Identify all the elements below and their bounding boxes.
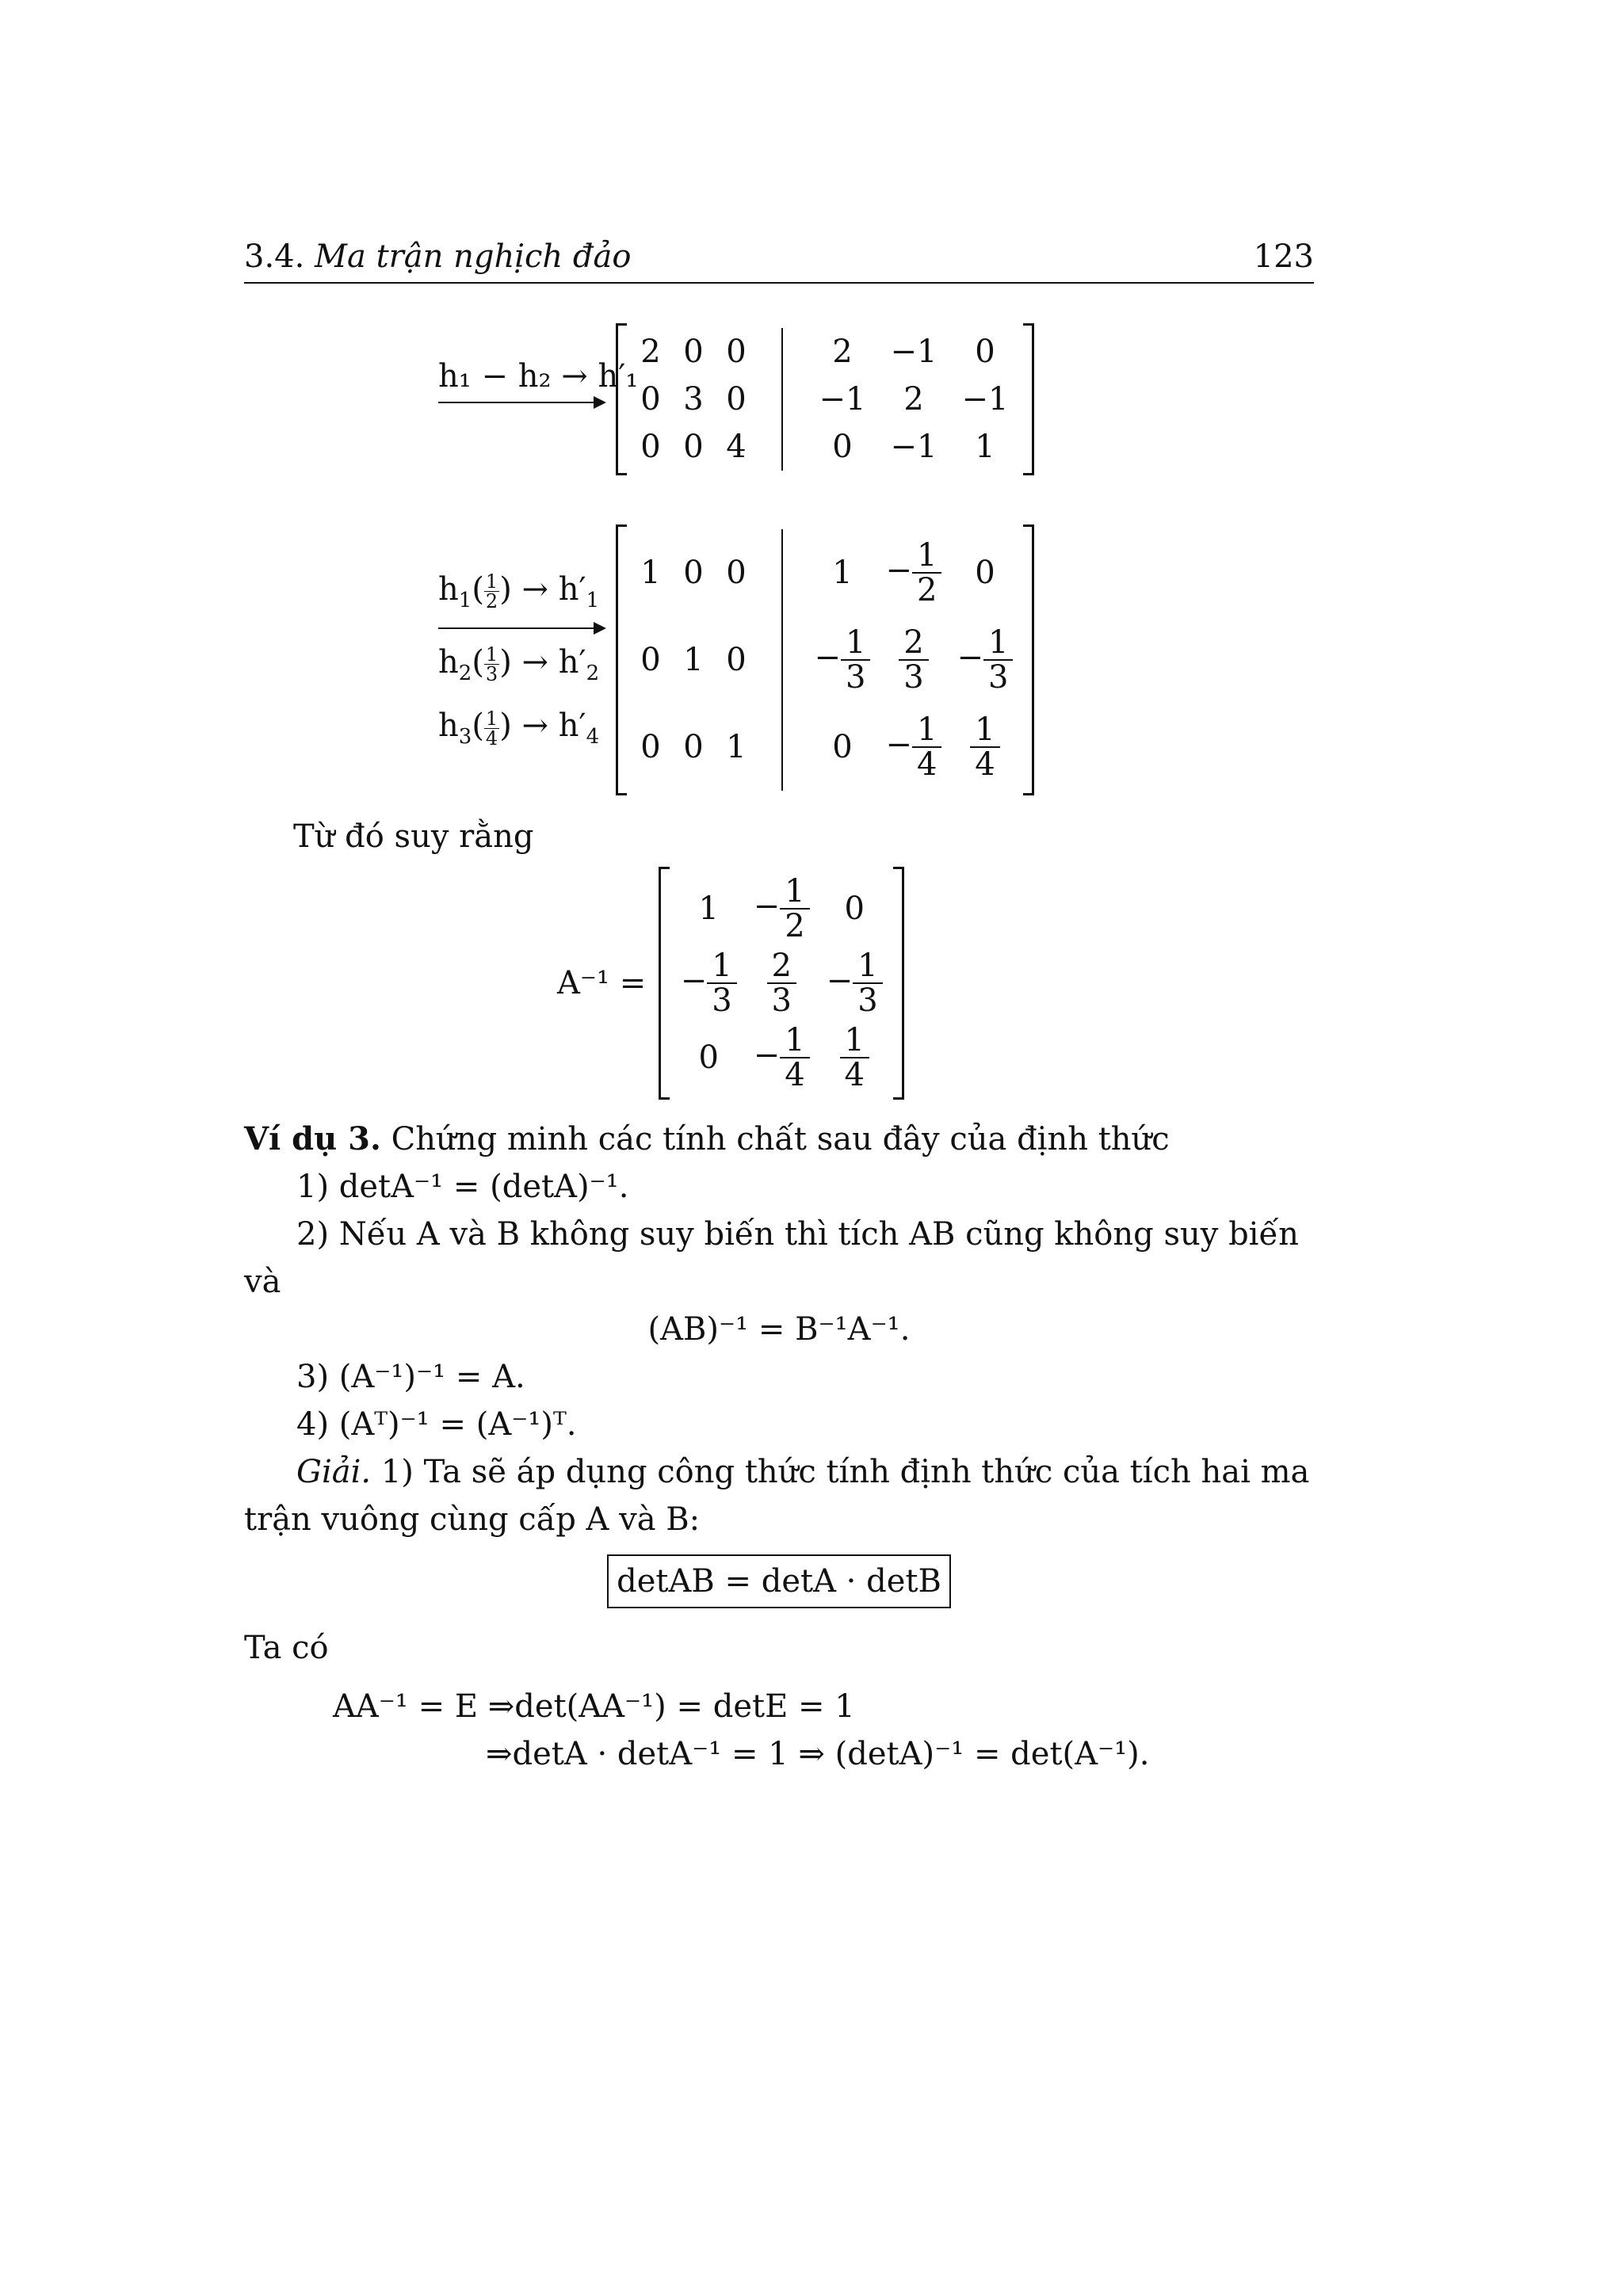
cell: 0	[726, 642, 747, 678]
cell: −1	[819, 381, 866, 418]
cell: 0	[832, 729, 853, 765]
divider	[781, 529, 783, 791]
cell: 1	[726, 729, 747, 765]
cell: 4	[726, 429, 747, 465]
cell: 0	[698, 1039, 719, 1076]
cell: − $\frac{1}{4}$	[886, 713, 942, 781]
matrix-left	[629, 328, 758, 471]
cell: 1	[683, 642, 704, 678]
matrix-left	[629, 529, 758, 791]
cell: − $\frac{1}{4}$	[754, 1024, 810, 1092]
cell: 0	[726, 334, 747, 370]
solution-label: Giải.	[296, 1454, 372, 1490]
arrow	[438, 627, 605, 629]
matrix-right	[807, 328, 1021, 471]
page	[244, 238, 1314, 1778]
cell: − $\frac{1}{3}$	[957, 626, 1014, 694]
divider	[781, 328, 783, 471]
cell: −1	[890, 334, 938, 370]
derivation-line-2: ⇒detA · detA⁻¹ = 1 ⇒ (detA)⁻¹ = det(A⁻¹).	[486, 1736, 1150, 1772]
cell: 0	[726, 555, 747, 591]
cell: 3	[683, 381, 704, 418]
row-operation-3: $h_3$( $\frac{1}{4}$ ) → $h'_4$	[438, 707, 600, 749]
cell: − $\frac{1}{2}$	[886, 539, 942, 607]
matrix-right	[807, 529, 1021, 791]
cell: 0	[975, 555, 995, 591]
cell: 0	[640, 381, 661, 418]
cell: $\frac{2}{3}$	[899, 626, 928, 694]
cell: 0	[844, 891, 865, 927]
row-operation-2: $h_2$( $\frac{1}{3}$ ) → $h'_2$	[438, 643, 600, 686]
conclusion-text: Từ đó suy rằng	[293, 818, 534, 855]
section-number: 3.4.	[244, 238, 305, 275]
cell: 2	[640, 334, 661, 370]
cell: 2	[832, 334, 853, 370]
row-reduction-step-2	[438, 524, 1314, 795]
example-intro: Chứng minh các tính chất sau đây của định thức	[391, 1121, 1170, 1158]
cell: 0	[640, 429, 661, 465]
cell: − $\frac{1}{3}$	[827, 949, 883, 1017]
cell: 2	[903, 381, 924, 418]
row-operation: h₁ − h₂ → h′₁	[438, 358, 639, 395]
property-2: 2) Nếu A và B không suy biến thì tích AB cũng không suy biến	[296, 1216, 1299, 1253]
row-operation-1: $h_1$( $\frac{1}{2}$ ) → $h'_1$	[438, 570, 600, 613]
example-block	[244, 1116, 1314, 1778]
solution-text-cont: trận vuông cùng cấp A và B:	[244, 1501, 701, 1538]
cell: 0	[832, 429, 853, 465]
property-2-equation: (AB)⁻¹ = B⁻¹A⁻¹.	[647, 1311, 911, 1348]
property-2-cont: và	[244, 1264, 281, 1300]
property-4: 4) (Aᵀ)⁻¹ = (A⁻¹)ᵀ.	[296, 1406, 577, 1443]
cell: − $\frac{1}{3}$	[815, 626, 871, 694]
solution-text: 1) Ta sẽ áp dụng công thức tính định thức của tích hai ma	[380, 1454, 1310, 1490]
cell: 0	[683, 334, 704, 370]
cell: $\frac{1}{4}$	[840, 1024, 869, 1092]
cell: 1	[640, 555, 661, 591]
cell: 0	[640, 642, 661, 678]
cell: − $\frac{1}{2}$	[754, 875, 810, 943]
cell: 0	[640, 729, 661, 765]
cell: −1	[890, 429, 938, 465]
cell: −1	[961, 381, 1009, 418]
inverse-matrix-equation	[557, 867, 1314, 1100]
cell: 0	[683, 429, 704, 465]
property-1: 1) detA⁻¹ = (detA)⁻¹.	[296, 1169, 629, 1205]
cell: 1	[832, 555, 853, 591]
row-reduction-step-1	[438, 323, 1314, 475]
cell: 0	[683, 555, 704, 591]
cell: 0	[975, 334, 995, 370]
augmented-matrix-2	[616, 524, 1034, 795]
example-label: Ví dụ 3.	[244, 1120, 381, 1158]
cell: $\frac{1}{4}$	[970, 713, 999, 781]
cell: − $\frac{1}{3}$	[681, 949, 737, 1017]
boxed-formula: detAB = detA · detB	[607, 1554, 951, 1608]
arrow	[438, 402, 605, 403]
derivation-line-1: AA⁻¹ = E ⇒det(AA⁻¹) = detE = 1	[333, 1688, 855, 1725]
cell: 1	[975, 429, 995, 465]
cell: 0	[726, 381, 747, 418]
page-number: 123	[1253, 238, 1314, 275]
running-header	[244, 238, 1314, 284]
property-3: 3) (A⁻¹)⁻¹ = A.	[296, 1359, 525, 1395]
inverse-matrix	[659, 867, 904, 1100]
cell: $\frac{2}{3}$	[767, 949, 796, 1017]
section-title: Ma trận nghịch đảo	[315, 238, 632, 275]
cell: 0	[683, 729, 704, 765]
augmented-matrix-1	[616, 323, 1034, 475]
cell: 1	[698, 891, 719, 927]
inverse-lhs: A⁻¹ =	[557, 965, 647, 1001]
taco-text: Ta có	[244, 1630, 329, 1666]
